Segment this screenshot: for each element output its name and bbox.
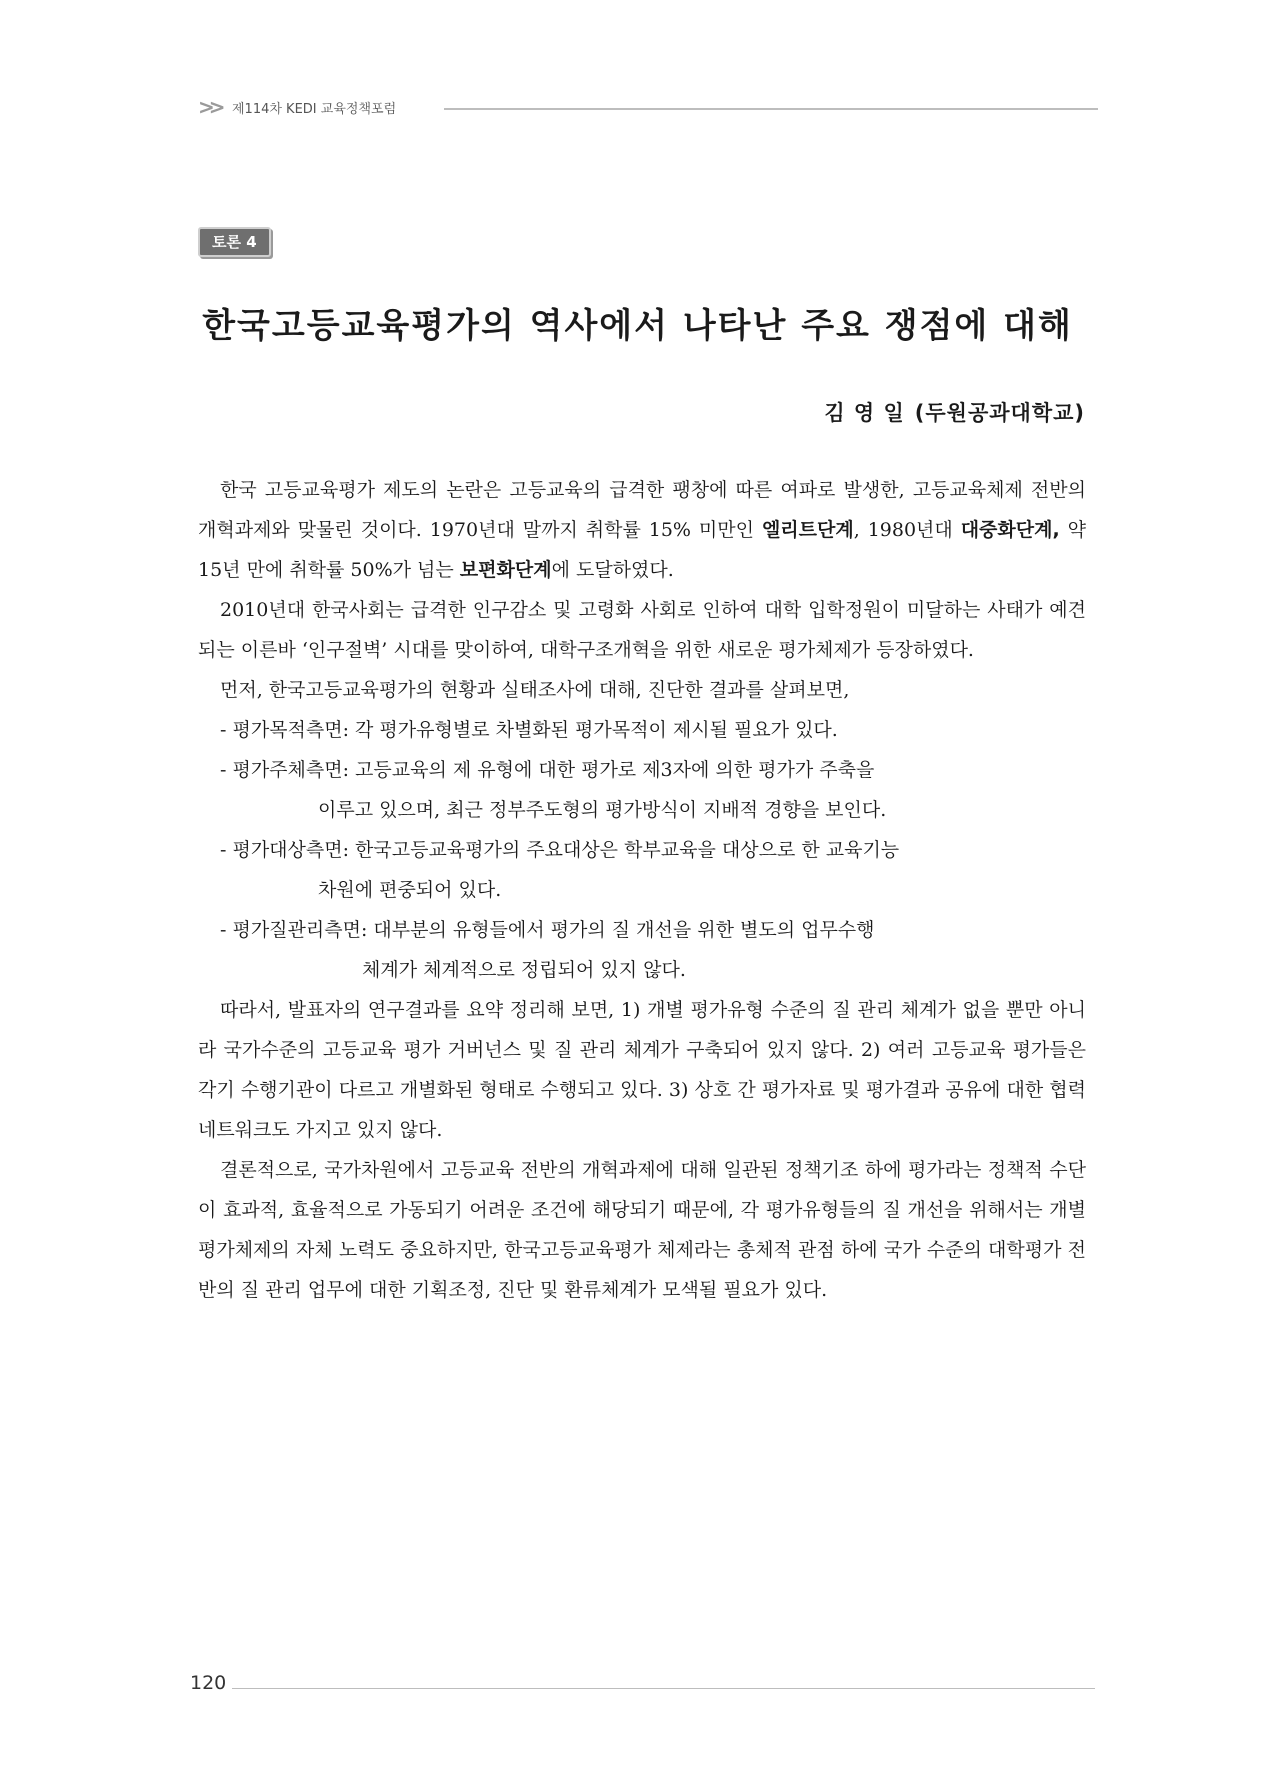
list-item <box>198 830 1086 910</box>
paragraph-1-text-d: 에 도달하였다. <box>551 559 674 581</box>
list-item-text: 대부분의 유형들에서 평가의 질 개선을 위한 별도의 업무수행 <box>367 919 875 941</box>
list-item <box>198 750 1086 830</box>
diagnosis-list <box>198 710 1086 990</box>
paragraph-1-text-a: 한국 고등교육평가 제도의 논란은 고등교육의 급격한 팽창에 따른 여파로 발생한, 고등교육체제 전반의 개혁과제와 맞물린 것이다. 1970년대 말까지 취학률 15% 미만인 <box>198 479 1086 541</box>
paragraph-1 <box>198 470 1086 590</box>
list-item-text: 한국고등교육평가의 주요대상은 학부교육을 대상으로 한 교육기능 <box>349 839 900 861</box>
list-item-label: - 평가질관리측면: <box>220 919 368 941</box>
paragraph-5: 결론적으로, 국가차원에서 고등교육 전반의 개혁과제에 대해 일관된 정책기조 하에 평가라는 정책적 수단이 효과적, 효율적으로 가동되기 어려운 조건에 해당되기 때문에, 각 평가유형들의 질 개선을 위해서는 개별 평가체제의 자체 노력도 중요하지만, 한국고등교육평가 체제라는 총체적 관점 하에 국가 수준의 대학평가 전반의 질 관리 업무에 대한 기획조정, 진단 및 환류체계가 모색될 필요가 있다. <box>198 1159 1086 1301</box>
running-header <box>198 94 1098 118</box>
author-name: 김 영 일 <box>824 401 905 425</box>
paragraph-3: 먼저, 한국고등교육평가의 현황과 실태조사에 대해, 진단한 결과를 살펴보면, <box>220 679 850 701</box>
page-number: 120 <box>190 1672 227 1694</box>
list-item-text: 각 평가유형별로 차별화된 평가목적이 제시될 필요가 있다. <box>349 719 838 741</box>
section-badge: 토론 4 <box>198 227 271 257</box>
list-item-label: - 평가주체측면: <box>220 759 349 781</box>
list-item-continuation: 체계가 체계적으로 정립되어 있지 않다. <box>362 959 686 981</box>
list-item <box>198 710 1086 750</box>
paragraph-1-text-c: 약 15년 만에 취학률 50%가 넘는 <box>198 519 1086 581</box>
term-universal-stage: 보편화단계 <box>459 559 552 581</box>
list-item <box>198 910 1086 990</box>
author-affiliation: (두원공과대학교) <box>914 401 1085 425</box>
term-mass-stage: 대중화단계, <box>960 519 1060 541</box>
list-item-continuation: 이루고 있으며, 최근 정부주도형의 평가방식이 지배적 경향을 보인다. <box>318 799 887 821</box>
author-line <box>824 397 1085 427</box>
term-elite-stage: 엘리트단계 <box>761 519 854 541</box>
article-title: 한국고등교육평가의 역사에서 나타난 주요 쟁점에 대해 <box>202 306 1073 346</box>
paragraph-2: 2010년대 한국사회는 급격한 인구감소 및 고령화 사회로 인하여 대학 입학정원이 미달하는 사태가 예견되는 이른바 ‘인구절벽’ 시대를 맞이하여, 대학구조개혁을 위한 새로운 평가체제가 등장하였다. <box>198 599 1086 661</box>
list-item-continuation: 차원에 편중되어 있다. <box>318 879 502 901</box>
double-chevron-icon: >> <box>198 95 220 119</box>
paragraph-4: 따라서, 발표자의 연구결과를 요약 정리해 보면, 1) 개별 평가유형 수준의 질 관리 체계가 없을 뿐만 아니라 국가수준의 고등교육 평가 거버넌스 및 질 관리 체계가 구축되어 있지 않다. 2) 여러 고등교육 평가들은 각기 수행기관이 다르고 개별화된 형태로 수행되고 있다. 3) 상호 간 평가자료 및 평가결과 공유에 대한 협력 네트워크도 가지고 있지 않다. <box>198 999 1086 1141</box>
paragraph-1-text-b: , 1980년대 <box>853 519 961 541</box>
list-item-label: - 평가대상측면: <box>220 839 349 861</box>
page-footer <box>190 1672 1095 1696</box>
list-item-label: - 평가목적측면: <box>220 719 349 741</box>
running-title: 제114차 KEDI 교육정책포럼 <box>232 102 397 117</box>
article-body <box>198 470 1086 1310</box>
header-rule <box>444 108 1098 110</box>
footer-rule <box>232 1688 1095 1689</box>
list-item-text: 고등교육의 제 유형에 대한 평가로 제3자에 의한 평가가 주축을 <box>349 759 875 781</box>
